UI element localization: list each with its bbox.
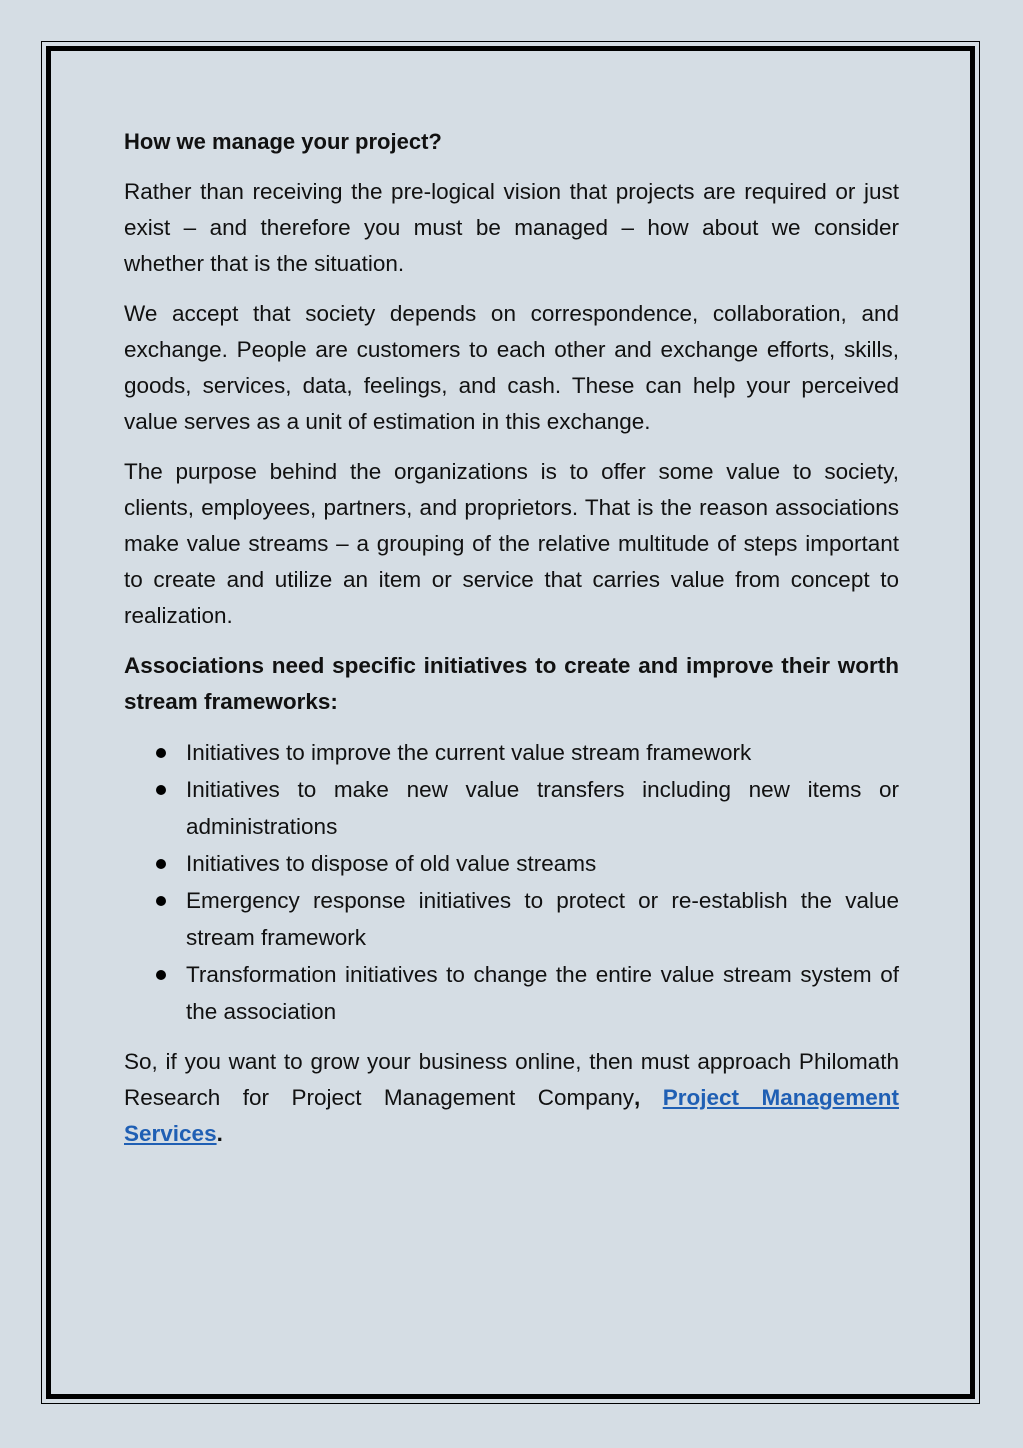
list-item [124, 734, 899, 771]
document-body [124, 124, 899, 1166]
closing-paragraph [124, 1044, 899, 1152]
list-item [124, 956, 899, 1030]
paragraph-3: The purpose behind the organizations is to offer some value to society, clients, employees, partners, and proprietors. That is the reason associations make value streams – a grouping of the relative multitude of steps important to create and utilize an item or service that carries value from concept to realization. [124, 459, 899, 628]
bullet-icon [156, 896, 166, 906]
closing-comma: , [634, 1085, 641, 1110]
list-item-text: Initiatives to make new value transfers including new items or administrations [186, 777, 899, 839]
list-item-text: Initiatives to dispose of old value streams [186, 851, 597, 876]
bullet-icon [156, 785, 166, 795]
bullet-icon [156, 970, 166, 980]
project-management-services-link[interactable]: Project Management Services [124, 1085, 899, 1146]
list-item-text: Initiatives to improve the current value stream framework [186, 740, 752, 765]
document-heading: How we manage your project? [124, 129, 442, 154]
paragraph-1: Rather than receiving the pre-logical vision that projects are required or just exist – and therefore you must be managed – how about we consider whether that is the situation. [124, 179, 899, 276]
bullet-icon [156, 859, 166, 869]
closing-period: . [216, 1121, 223, 1146]
list-item [124, 845, 899, 882]
initiatives-heading: Associations need specific initiatives to create and improve their worth stream frameworks: [124, 653, 899, 714]
initiatives-list [124, 734, 899, 1030]
list-item-text: Transformation initiatives to change the entire value stream system of the association [186, 962, 899, 1024]
bullet-icon [156, 748, 166, 758]
list-item [124, 771, 899, 845]
list-item [124, 882, 899, 956]
list-item-text: Emergency response initiatives to protect or re-establish the value stream framework [186, 888, 899, 950]
paragraph-2: We accept that society depends on correspondence, collaboration, and exchange. People are customers to each other and exchange efforts, skills, goods, services, data, feelings, and cash. These can help your perceived value serves as a unit of estimation in this exchange. [124, 301, 899, 434]
closing-text: So, if you want to grow your business online, then must approach Philomath Research for Project Management Company [124, 1049, 899, 1110]
